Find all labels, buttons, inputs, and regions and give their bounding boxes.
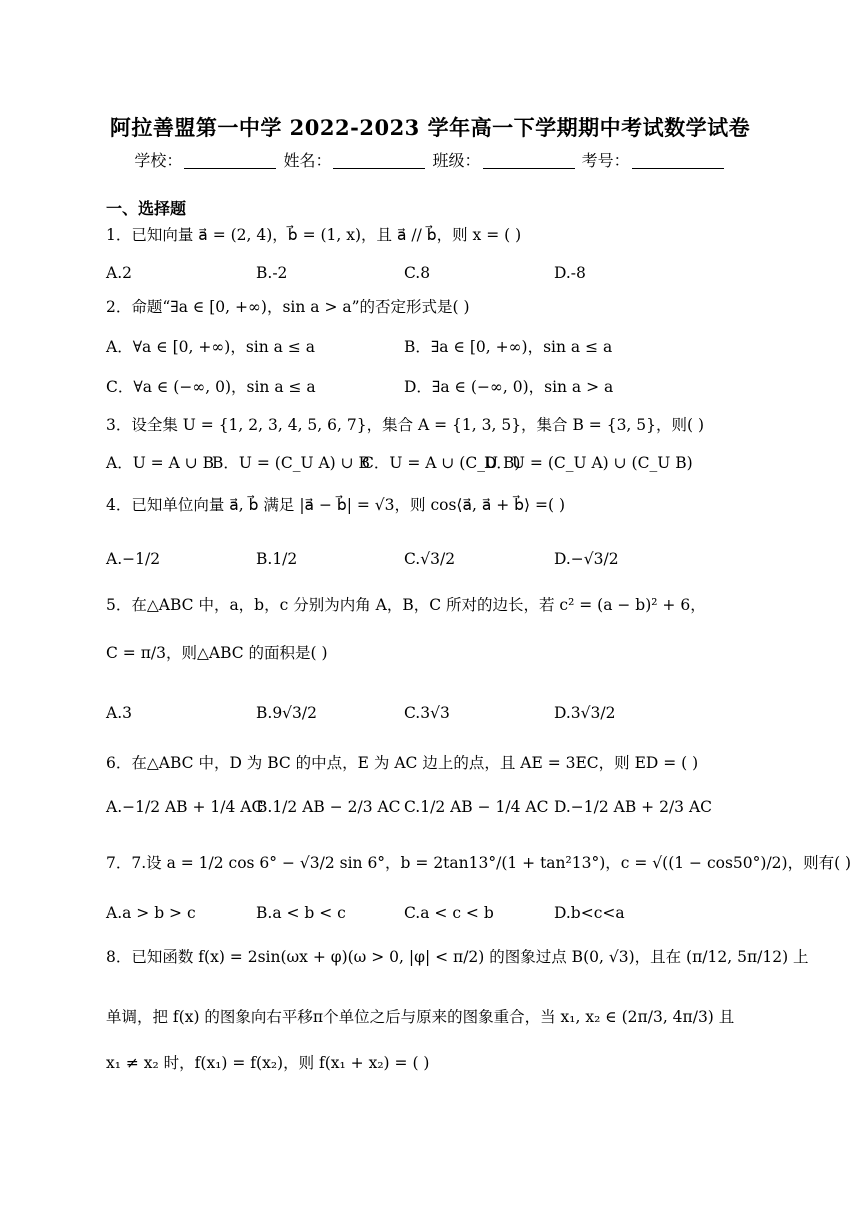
exam-number-label: 考号： [581,151,630,170]
question-8-stem-cont-2: x₁ ≠ x₂ 时，f(x₁) = f(x₂)，则 f(x₁ + x₂) = ( ) [106,1054,430,1072]
exam-number-blank[interactable] [632,152,724,169]
q3-option-c: C．U = A ∪ (C_U B) [362,454,521,472]
school-blank[interactable] [184,152,276,169]
q3-option-b: B．U = (C_U A) ∪ B [212,454,370,472]
question-5-stem: 5．在△ABC 中，a，b，c 分别为内角 A，B，C 所对的边长，若 c² = (a − b)² + 6， [106,596,706,614]
student-info-row [0,148,860,171]
q3-option-a: A．U = A ∪ B [106,454,215,472]
question-1-stem: 1．已知向量 a⃗ = (2, 4)，b⃗ = (1, x)，且 a⃗ // b⃗，则 x = ( ) [106,226,522,244]
q7-option-c: C.a < c < b [404,904,494,922]
q1-option-d: D.-8 [554,264,586,282]
q1-option-c: C.8 [404,264,431,282]
q6-option-b: B.1/2 AB − 2/3 AC [256,798,401,816]
class-label: 班级： [432,151,481,170]
name-label: 姓名： [283,151,332,170]
q1-option-b: B.-2 [256,264,288,282]
question-7-stem: 7．7.设 a = 1/2 cos 6° − √3/2 sin 6°，b = 2tan13°/(1 + tan²13°)，c = √((1 − cos50°)/2)，则有( ) [106,854,852,872]
q2-option-c: C．∀a ∈ (−∞, 0)，sin a ≤ a [106,378,316,396]
q6-option-c: C.1/2 AB − 1/4 AC [404,798,549,816]
q4-option-d: D.−√3/2 [554,550,619,568]
question-4-stem: 4．已知单位向量 a⃗, b⃗ 满足 |a⃗ − b⃗| = √3，则 cos⟨a⃗, a⃗ + b⃗⟩ =( ) [106,496,565,514]
question-5-stem-cont: C = π/3，则△ABC 的面积是( ) [106,644,328,662]
question-2-stem: 2．命题“∃a ∈ [0, +∞)，sin a > a”的否定形式是( ) [106,298,470,316]
question-3-stem: 3．设全集 U = {1, 2, 3, 4, 5, 6, 7}，集合 A = {1, 3, 5}，集合 B = {3, 5}，则( ) [106,416,705,434]
question-6-stem: 6．在△ABC 中，D 为 BC 的中点，E 为 AC 边上的点，且 AE = 3EC，则 ED = ( ) [106,754,699,772]
question-8-stem-cont-1: 单调，把 f(x) 的图象向右平移π个单位之后与原来的图象重合，当 x₁, x₂ ∈ (2π/3, 4π/3) 且 [106,1008,735,1026]
q6-option-d: D.−1/2 AB + 2/3 AC [554,798,713,816]
q4-option-c: C.√3/2 [404,550,456,568]
q2-option-b: B．∃a ∈ [0, +∞)，sin a ≤ a [404,338,613,356]
q5-option-d: D.3√3/2 [554,704,616,722]
q7-option-b: B.a < b < c [256,904,346,922]
question-8-stem: 8．已知函数 f(x) = 2sin(ωx + φ)(ω > 0, |φ| < π/2) 的图象过点 B(0, √3)，且在 (π/12, 5π/12) 上 [106,948,809,966]
q5-option-b: B.9√3/2 [256,704,318,722]
school-label: 学校： [134,151,183,170]
exam-title: 阿拉善盟第一中学 2022-2023 学年高一下学期期中考试数学试卷 [109,115,751,140]
q7-option-a: A.a > b > c [106,904,196,922]
q1-option-a: A.2 [106,264,132,282]
q2-option-d: D．∃a ∈ (−∞, 0)，sin a > a [404,378,614,396]
q6-option-a: A.−1/2 AB + 1/4 AC [106,798,264,816]
q7-option-d: D.b<c<a [554,904,625,922]
class-blank[interactable] [483,152,575,169]
name-blank[interactable] [333,152,425,169]
q4-option-a: A.−1/2 [106,550,161,568]
q5-option-c: C.3√3 [404,704,450,722]
q5-option-a: A.3 [106,704,132,722]
section-heading: 一、选择题 [106,199,187,218]
q2-option-a: A．∀a ∈ [0, +∞)，sin a ≤ a [106,338,315,356]
q4-option-b: B.1/2 [256,550,298,568]
q3-option-d: D．U = (C_U A) ∪ (C_U B) [484,454,693,472]
